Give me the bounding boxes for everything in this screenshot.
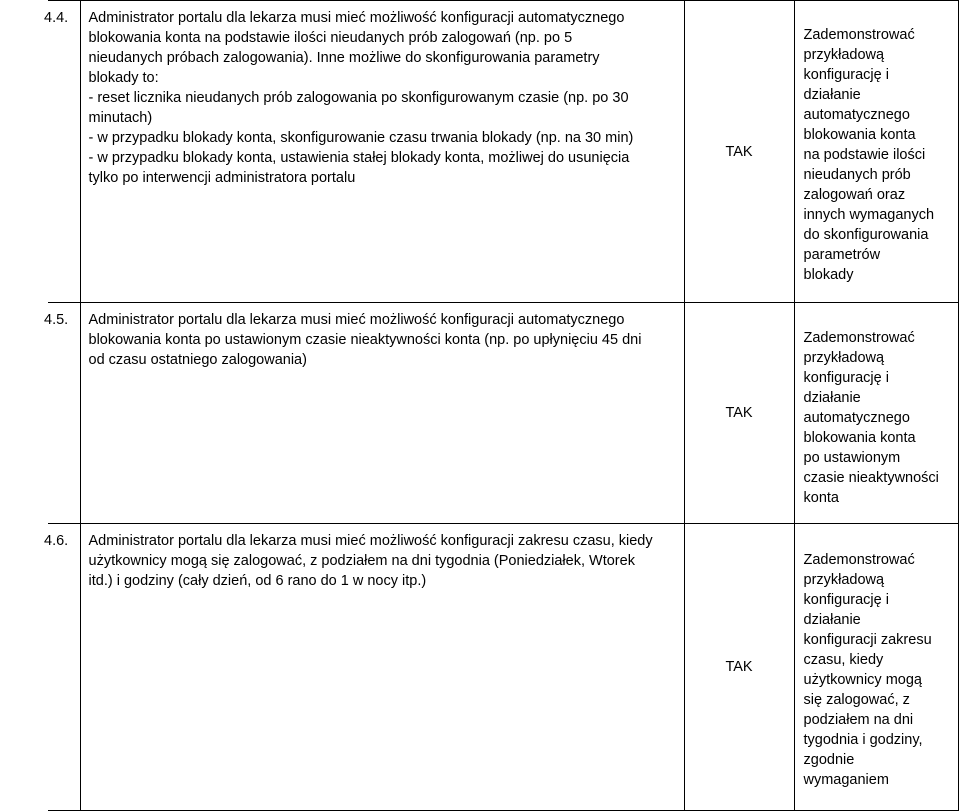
row-number: 4.5. bbox=[44, 312, 69, 328]
description-line: blokowania konta po ustawionym czasie nieaktywności konta (np. po upłynięciu 45 dni bbox=[88, 332, 642, 348]
requirements-table bbox=[44, 0, 959, 811]
demonstration-line: blokady bbox=[803, 267, 854, 283]
demonstration-line: się zalogować, z bbox=[803, 692, 910, 708]
demonstration-line: działanie bbox=[803, 87, 861, 103]
description-cell bbox=[80, 524, 684, 811]
requirement-description bbox=[81, 1, 684, 188]
description-line: Administrator portalu dla lekarza musi mieć możliwość konfiguracji automatycznego bbox=[88, 10, 625, 26]
row-number-cell bbox=[44, 1, 80, 303]
status-cell: TAK bbox=[684, 524, 794, 811]
demonstration-line: zgodnie bbox=[803, 752, 855, 768]
demonstration-line: automatycznego bbox=[803, 410, 910, 426]
description-line: itd.) i godziny (cały dzień, od 6 rano do 1 w nocy itp.) bbox=[88, 573, 427, 589]
demonstration-line: przykładową bbox=[803, 350, 885, 366]
requirement-description bbox=[81, 303, 684, 370]
demonstration-line: parametrów bbox=[803, 247, 881, 263]
demonstration-line: działanie bbox=[803, 612, 861, 628]
requirement-description bbox=[81, 524, 684, 591]
table-row bbox=[48, 1, 958, 303]
row-number-cell bbox=[44, 303, 80, 524]
demonstration-cell bbox=[794, 303, 958, 524]
demonstration-line: wymaganiem bbox=[803, 772, 889, 788]
demonstration-text bbox=[795, 303, 958, 508]
row-number: 4.6. bbox=[44, 533, 69, 549]
demonstration-cell bbox=[794, 1, 958, 303]
demonstration-line: na podstawie ilości bbox=[803, 147, 926, 163]
demonstration-line: automatycznego bbox=[803, 107, 910, 123]
demonstration-line: podziałem na dni bbox=[803, 712, 914, 728]
description-line: minutach) bbox=[88, 110, 153, 126]
demonstration-line: czasie nieaktywności bbox=[803, 470, 939, 486]
demonstration-line: innych wymaganych bbox=[803, 207, 935, 223]
description-line: - w przypadku blokady konta, ustawienia stałej blokady konta, możliwej do usunięcia bbox=[88, 150, 630, 166]
table-row bbox=[48, 303, 958, 524]
demonstration-line: konfigurację i bbox=[803, 370, 889, 386]
demonstration-line: po ustawionym bbox=[803, 450, 901, 466]
description-line: Administrator portalu dla lekarza musi mieć możliwość konfiguracji automatycznego bbox=[88, 312, 625, 328]
demonstration-line: tygodnia i godziny, bbox=[803, 732, 923, 748]
description-cell bbox=[80, 1, 684, 303]
demonstration-line: konfigurację i bbox=[803, 67, 889, 83]
description-line: - reset licznika nieudanych prób zalogowania po skonfigurowanym czasie (np. po 30 bbox=[88, 90, 629, 106]
demonstration-line: nieudanych prób bbox=[803, 167, 911, 183]
description-cell bbox=[80, 303, 684, 524]
demonstration-line: zalogowań oraz bbox=[803, 187, 906, 203]
status-cell: TAK bbox=[684, 1, 794, 303]
description-line: użytkownicy mogą się zalogować, z podziałem na dni tygodnia (Poniedziałek, Wtorek bbox=[88, 553, 635, 569]
description-line: blokady to: bbox=[88, 70, 159, 86]
demonstration-text bbox=[795, 1, 958, 285]
demonstration-line: konfigurację i bbox=[803, 592, 889, 608]
demonstration-line: czasu, kiedy bbox=[803, 652, 884, 668]
demonstration-line: działanie bbox=[803, 390, 861, 406]
demonstration-line: użytkownicy mogą bbox=[803, 672, 922, 688]
description-line: blokowania konta na podstawie ilości nieudanych prób zalogowań (np. po 5 bbox=[88, 30, 573, 46]
row-number: 4.4. bbox=[44, 10, 69, 26]
demonstration-line: blokowania konta bbox=[803, 430, 916, 446]
demonstration-line: Zademonstrować bbox=[803, 552, 915, 568]
description-line: tylko po interwencji administratora portalu bbox=[88, 170, 356, 186]
demonstration-line: przykładową bbox=[803, 47, 885, 63]
demonstration-line: Zademonstrować bbox=[803, 330, 915, 346]
demonstration-line: konfiguracji zakresu bbox=[803, 632, 932, 648]
description-line: nieudanych próbach zalogowania). Inne możliwe do skonfigurowania parametry bbox=[88, 50, 600, 66]
demonstration-line: Zademonstrować bbox=[803, 27, 915, 43]
row-number-cell bbox=[44, 524, 80, 811]
status-cell: TAK bbox=[684, 303, 794, 524]
description-line: Administrator portalu dla lekarza musi mieć możliwość konfiguracji zakresu czasu, kiedy bbox=[88, 533, 653, 549]
description-line: - w przypadku blokady konta, skonfigurowanie czasu trwania blokady (np. na 30 min) bbox=[88, 130, 634, 146]
demonstration-line: do skonfigurowania bbox=[803, 227, 929, 243]
demonstration-line: konta bbox=[803, 490, 839, 506]
demonstration-line: blokowania konta bbox=[803, 127, 916, 143]
demonstration-line: przykładową bbox=[803, 572, 885, 588]
table-row bbox=[48, 524, 958, 811]
demonstration-cell bbox=[794, 524, 958, 811]
description-line: od czasu ostatniego zalogowania) bbox=[88, 352, 307, 368]
demonstration-text bbox=[795, 524, 958, 790]
